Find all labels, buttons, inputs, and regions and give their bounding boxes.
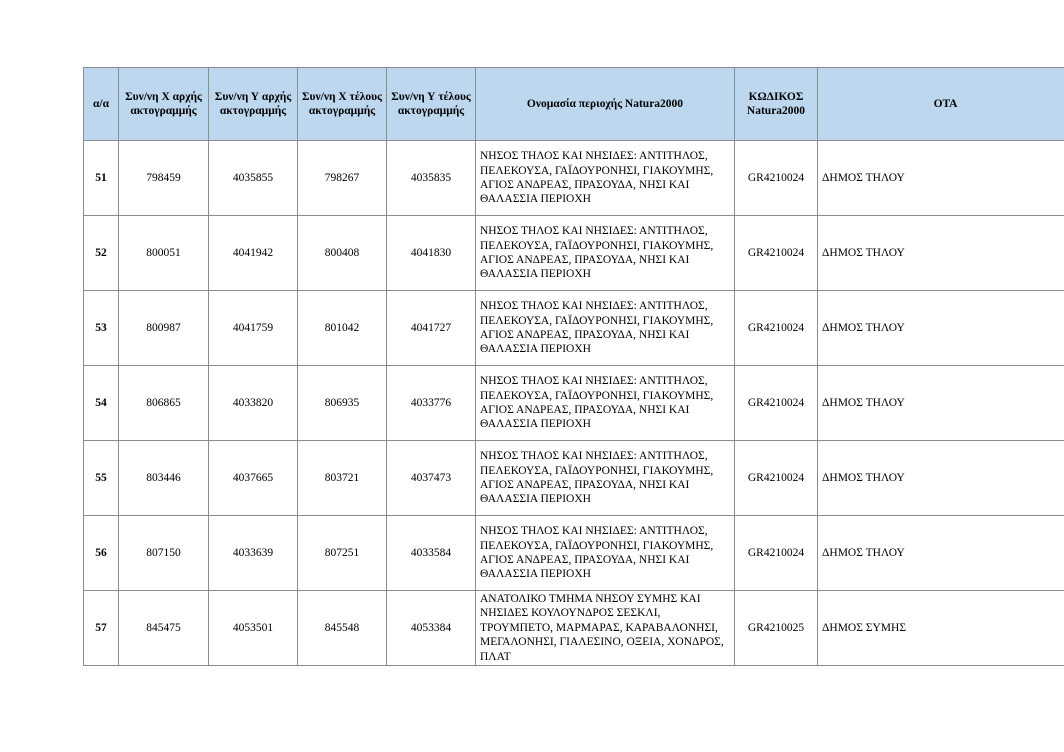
table-row: [84, 141, 1064, 216]
cell-x-end: 801042: [298, 291, 387, 366]
header-x-end: Συν/νη Χ τέλους ακτογραμμής: [298, 68, 387, 141]
cell-x-start: 806865: [119, 366, 209, 441]
coastline-table: [83, 67, 1064, 666]
cell-y-start: 4033639: [209, 516, 298, 591]
cell-aa: 53: [84, 291, 119, 366]
cell-x-start: 800987: [119, 291, 209, 366]
cell-aa: 52: [84, 216, 119, 291]
cell-x-end: 798267: [298, 141, 387, 216]
header-y-start: Συν/νη Υ αρχής ακτογραμμής: [209, 68, 298, 141]
cell-natura-code: GR4210024: [735, 516, 818, 591]
cell-natura-name: ΝΗΣΟΣ ΤΗΛΟΣ ΚΑΙ ΝΗΣΙΔΕΣ: ΑΝΤΙΤΗΛΟΣ, ΠΕΛΕΚΟΥΣΑ, ΓΑΪΔΟΥΡΟΝΗΣΙ, ΓΙΑΚΟΥΜΗΣ, ΑΓΙΟΣ ΑΝΔΡΕΑΣ, ΠΡΑΣΟΥΔΑ, ΝΗΣΙ ΚΑΙ ΘΑΛΑΣΣΙΑ ΠΕΡΙΟΧΗ: [476, 291, 735, 366]
cell-natura-name: ΝΗΣΟΣ ΤΗΛΟΣ ΚΑΙ ΝΗΣΙΔΕΣ: ΑΝΤΙΤΗΛΟΣ, ΠΕΛΕΚΟΥΣΑ, ΓΑΪΔΟΥΡΟΝΗΣΙ, ΓΙΑΚΟΥΜΗΣ, ΑΓΙΟΣ ΑΝΔΡΕΑΣ, ΠΡΑΣΟΥΔΑ, ΝΗΣΙ ΚΑΙ ΘΑΛΑΣΣΙΑ ΠΕΡΙΟΧΗ: [476, 216, 735, 291]
cell-y-start: 4041942: [209, 216, 298, 291]
header-natura-code: ΚΩΔΙΚΟΣ Natura2000: [735, 68, 818, 141]
cell-y-start: 4037665: [209, 441, 298, 516]
cell-natura-code: GR4210024: [735, 291, 818, 366]
cell-x-end: 845548: [298, 591, 387, 666]
cell-natura-code: GR4210024: [735, 216, 818, 291]
cell-y-start: 4053501: [209, 591, 298, 666]
table-row: [84, 591, 1064, 666]
cell-y-end: 4037473: [387, 441, 476, 516]
header-ota: ΟΤΑ: [818, 68, 1064, 141]
cell-y-end: 4033776: [387, 366, 476, 441]
table-row: [84, 366, 1064, 441]
cell-x-start: 798459: [119, 141, 209, 216]
cell-aa: 54: [84, 366, 119, 441]
cell-aa: 55: [84, 441, 119, 516]
cell-x-start: 807150: [119, 516, 209, 591]
cell-y-end: 4041727: [387, 291, 476, 366]
cell-natura-name: ΝΗΣΟΣ ΤΗΛΟΣ ΚΑΙ ΝΗΣΙΔΕΣ: ΑΝΤΙΤΗΛΟΣ, ΠΕΛΕΚΟΥΣΑ, ΓΑΪΔΟΥΡΟΝΗΣΙ, ΓΙΑΚΟΥΜΗΣ, ΑΓΙΟΣ ΑΝΔΡΕΑΣ, ΠΡΑΣΟΥΔΑ, ΝΗΣΙ ΚΑΙ ΘΑΛΑΣΣΙΑ ΠΕΡΙΟΧΗ: [476, 366, 735, 441]
cell-natura-name: ΑΝΑΤΟΛΙΚΟ ΤΜΗΜΑ ΝΗΣΟΥ ΣΥΜΗΣ ΚΑΙ ΝΗΣΙΔΕΣ ΚΟΥΛΟΥΝΔΡΟΣ ΣΕΣΚΛΙ, ΤΡΟΥΜΠΕΤΟ, ΜΑΡΜΑΡΑΣ, ΚΑΡΑΒΑΛΟΝΗΣΙ, ΜΕΓΑΛΟΝΗΣΙ, ΓΙΑΛΕΣΙΝΟ, ΟΞΕΙΑ, ΧΟΝΔΡΟΣ, ΠΛΑΤ: [476, 591, 735, 666]
cell-ota: ΔΗΜΟΣ ΤΗΛΟΥ: [818, 216, 1064, 291]
cell-natura-code: GR4210024: [735, 441, 818, 516]
cell-natura-code: GR4210024: [735, 141, 818, 216]
cell-ota: ΔΗΜΟΣ ΤΗΛΟΥ: [818, 291, 1064, 366]
cell-x-end: 806935: [298, 366, 387, 441]
cell-y-end: 4035835: [387, 141, 476, 216]
header-row: [84, 68, 1064, 141]
cell-aa: 51: [84, 141, 119, 216]
cell-x-start: 803446: [119, 441, 209, 516]
cell-y-start: 4033820: [209, 366, 298, 441]
header-y-end: Συν/νη Υ τέλους ακτογραμμής: [387, 68, 476, 141]
header-aa: α/α: [84, 68, 119, 141]
cell-y-end: 4041830: [387, 216, 476, 291]
cell-y-end: 4033584: [387, 516, 476, 591]
header-natura-name: Ονομασία περιοχής Natura2000: [476, 68, 735, 141]
cell-natura-name: ΝΗΣΟΣ ΤΗΛΟΣ ΚΑΙ ΝΗΣΙΔΕΣ: ΑΝΤΙΤΗΛΟΣ, ΠΕΛΕΚΟΥΣΑ, ΓΑΪΔΟΥΡΟΝΗΣΙ, ΓΙΑΚΟΥΜΗΣ, ΑΓΙΟΣ ΑΝΔΡΕΑΣ, ΠΡΑΣΟΥΔΑ, ΝΗΣΙ ΚΑΙ ΘΑΛΑΣΣΙΑ ΠΕΡΙΟΧΗ: [476, 141, 735, 216]
cell-natura-name: ΝΗΣΟΣ ΤΗΛΟΣ ΚΑΙ ΝΗΣΙΔΕΣ: ΑΝΤΙΤΗΛΟΣ, ΠΕΛΕΚΟΥΣΑ, ΓΑΪΔΟΥΡΟΝΗΣΙ, ΓΙΑΚΟΥΜΗΣ, ΑΓΙΟΣ ΑΝΔΡΕΑΣ, ΠΡΑΣΟΥΔΑ, ΝΗΣΙ ΚΑΙ ΘΑΛΑΣΣΙΑ ΠΕΡΙΟΧΗ: [476, 441, 735, 516]
cell-aa: 56: [84, 516, 119, 591]
cell-y-end: 4053384: [387, 591, 476, 666]
cell-ota: ΔΗΜΟΣ ΣΥΜΗΣ: [818, 591, 1064, 666]
cell-x-end: 807251: [298, 516, 387, 591]
cell-y-start: 4041759: [209, 291, 298, 366]
cell-natura-name: ΝΗΣΟΣ ΤΗΛΟΣ ΚΑΙ ΝΗΣΙΔΕΣ: ΑΝΤΙΤΗΛΟΣ, ΠΕΛΕΚΟΥΣΑ, ΓΑΪΔΟΥΡΟΝΗΣΙ, ΓΙΑΚΟΥΜΗΣ, ΑΓΙΟΣ ΑΝΔΡΕΑΣ, ΠΡΑΣΟΥΔΑ, ΝΗΣΙ ΚΑΙ ΘΑΛΑΣΣΙΑ ΠΕΡΙΟΧΗ: [476, 516, 735, 591]
cell-x-start: 800051: [119, 216, 209, 291]
cell-x-end: 800408: [298, 216, 387, 291]
cell-ota: ΔΗΜΟΣ ΤΗΛΟΥ: [818, 366, 1064, 441]
cell-aa: 57: [84, 591, 119, 666]
cell-natura-code: GR4210024: [735, 366, 818, 441]
cell-ota: ΔΗΜΟΣ ΤΗΛΟΥ: [818, 516, 1064, 591]
cell-x-start: 845475: [119, 591, 209, 666]
cell-x-end: 803721: [298, 441, 387, 516]
table-row: [84, 516, 1064, 591]
cell-ota: ΔΗΜΟΣ ΤΗΛΟΥ: [818, 441, 1064, 516]
table-row: [84, 216, 1064, 291]
cell-ota: ΔΗΜΟΣ ΤΗΛΟΥ: [818, 141, 1064, 216]
table-row: [84, 291, 1064, 366]
header-x-start: Συν/νη Χ αρχής ακτογραμμής: [119, 68, 209, 141]
table-row: [84, 441, 1064, 516]
cell-y-start: 4035855: [209, 141, 298, 216]
cell-natura-code: GR4210025: [735, 591, 818, 666]
